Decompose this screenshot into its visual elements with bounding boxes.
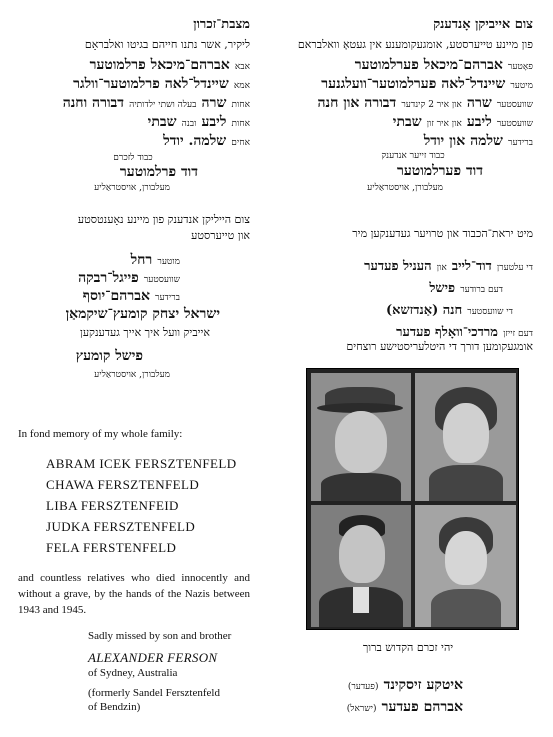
relation-label: די עלטערן: [496, 263, 533, 273]
english-text: and countless relatives who died innocently and without a grave, by the hands of the Nazis between 1943 and 1945.: [18, 572, 250, 616]
left-second-list: [10, 249, 250, 321]
relation-label: אחות: [231, 119, 250, 129]
person-name: ליבע: [201, 114, 227, 130]
left-family-list: [10, 54, 250, 149]
list-item: [10, 111, 250, 130]
portrait-young-man: [311, 505, 411, 627]
list-item: [10, 267, 250, 285]
left-honor: כבוד לזכרם: [113, 153, 153, 163]
face-shape: [335, 411, 387, 473]
relation-label: אחות: [231, 100, 250, 110]
person-name: שלמה. יודל: [163, 133, 227, 149]
right-second-list: [283, 255, 533, 343]
person-name: אברהם־מיכאל פערלמוטער: [354, 57, 503, 73]
list-item: [283, 92, 533, 111]
relation-label: ברידער: [508, 138, 533, 148]
photo-caption: יהי זכרם הקדוש ברוך: [362, 641, 454, 654]
list-item: [10, 73, 250, 92]
shirt-shape: [353, 587, 369, 613]
list-item: [283, 277, 533, 299]
dress-shape: [429, 465, 503, 501]
person-name: חנה (אַנדזשא): [385, 303, 463, 318]
person-name: ליבע: [466, 114, 492, 130]
matzeva-title: מצבת־זכרון: [193, 17, 250, 32]
relation-label: שוועסטער: [143, 275, 180, 285]
person-name: דבורה וחנה: [62, 95, 125, 111]
list-item: ABRAM ICEK FERSZTENFELD: [46, 456, 237, 471]
list-item: [283, 73, 533, 92]
person-name: אברהם־יוסף: [82, 288, 150, 304]
signer-name: איטקע זיסקינד: [383, 677, 463, 693]
jacket-shape: [321, 473, 401, 501]
relation-label: אמא: [233, 81, 250, 91]
right-second-intro: מיט יראת־הכבוד און טרויער געדענקען מיר: [352, 227, 533, 240]
person-name: דוד־לייב: [451, 259, 492, 274]
right-header: צום אייביקן אָנדענק: [433, 17, 533, 32]
relation-note: און איר זון: [426, 119, 462, 129]
person-name: דבורה און חנה: [317, 95, 397, 111]
left-second-intro-2: און טייערסטע: [191, 229, 250, 242]
list-item: [283, 111, 533, 130]
person-name: שבתי: [147, 114, 177, 130]
relation-label: מוטער: [157, 257, 180, 267]
person-name: העניל פעדער: [364, 259, 432, 274]
relation-note: און איר 2 קינדער: [401, 100, 462, 110]
relation-label: אחים: [231, 138, 250, 148]
list-item: CHAWA FERSZTENFELD: [46, 477, 200, 492]
right-sign-1: [263, 674, 463, 694]
relation-label: ברידער: [155, 293, 180, 303]
list-item: [10, 92, 250, 111]
right-honor: כבוד זייער אנדענק: [381, 151, 445, 161]
person-name: פישל: [429, 281, 456, 296]
english-formerly: (formerly Sandel Fersztenfeld: [88, 687, 220, 699]
english-city: of Sydney, Australia: [88, 667, 178, 679]
right-second-closing: אומגעקומען דורך די היטלעריסטישע רוצחים: [346, 340, 533, 353]
relation-label: אבא: [234, 62, 250, 72]
list-item: [10, 303, 250, 321]
person-name: שרה: [466, 95, 492, 111]
relation-label: דעם ברודער: [460, 285, 503, 295]
person-name: שיינדל־לאה פערלמוטער־וועלגנער: [321, 76, 506, 92]
family-photo: [306, 368, 519, 630]
face-shape: [443, 403, 489, 463]
signer-name: אברהם פעדער: [381, 699, 463, 715]
list-item: [10, 285, 250, 303]
left-city: מעלבורן, אויסטראַליע: [94, 183, 170, 193]
left-signer: דוד פרלמוטער: [119, 164, 198, 180]
left-dedication: ליקיר, אשר נתנו חייהם בגיטו ואלבראָם: [84, 38, 250, 51]
person-name: שלמה און יודל: [423, 133, 503, 149]
list-item: [283, 255, 533, 277]
list-item: LIBA FERSZTENFEID: [46, 498, 179, 513]
person-name: שבתי: [392, 114, 422, 130]
right-sign-2: [263, 696, 463, 716]
english-missed: Sadly missed by son and brother: [88, 630, 232, 642]
relation-note: בעלה ושתי ילדותיה: [129, 100, 197, 110]
relation-note: ובנה: [181, 119, 197, 129]
relation-label: שוועסטער: [496, 119, 533, 129]
relation-label: שוועסטער: [496, 100, 533, 110]
relation-note: און: [436, 263, 447, 273]
right-family-list: [283, 54, 533, 149]
signer-note: (ישראל): [346, 704, 377, 714]
person-name: פייגל־רבקה: [78, 270, 139, 286]
left-second-city: מעלבורן, אויסטראַליע: [94, 370, 170, 380]
face-shape: [445, 531, 487, 585]
relation-label: די שוועסטער: [467, 307, 513, 317]
person-name: שיינדל־לאה פרלמוטער־וולגר: [73, 76, 229, 92]
relation-label: מיטער: [510, 81, 533, 91]
person-name: אברהם־מיכאל פרלמוטער: [89, 57, 230, 73]
list-item: [10, 54, 250, 73]
dress-shape: [431, 589, 501, 627]
list-item: [283, 130, 533, 149]
left-second-signer: פישל קומעץ: [75, 348, 143, 364]
list-item: [283, 54, 533, 73]
person-name: מרדכי־וואָלף פעדער: [396, 325, 498, 340]
right-line1: פון מיינע טייערסטע, אומגעקומענע אין געטאָ וואלבראם: [297, 38, 533, 51]
right-signer: דוד פערלמוטער: [396, 163, 483, 179]
list-item: FELA FERSTENFELD: [46, 540, 177, 555]
person-name: רחל: [130, 252, 153, 268]
relation-label: דעם זייזן: [503, 329, 533, 339]
english-formerly-2: of Bendzin): [88, 701, 141, 713]
portrait-girl: [415, 505, 516, 627]
english-names: [46, 456, 237, 561]
left-second-intro: צום הייליקן אנדענק פון מיינע נאָענטסטע: [77, 213, 250, 226]
face-shape: [339, 525, 385, 583]
list-item: [283, 299, 533, 321]
person-name: ישראל יצחק קומעץ־שיקמאַן: [65, 306, 220, 322]
list-item: [10, 130, 250, 149]
relation-label: פאָטער: [507, 62, 533, 72]
left-second-closing: אייביק וועל איך אייך געדענקען: [80, 326, 210, 339]
signer-note: (פעדער): [347, 682, 379, 692]
portrait-man-hat: [311, 373, 411, 501]
person-name: שרה: [201, 95, 227, 111]
right-city: מעלבורן, אויסטראַליע: [367, 183, 443, 193]
english-signer: ALEXANDER FERSON: [88, 650, 218, 665]
list-item: JUDKA FERSZTENFELD: [46, 519, 196, 534]
list-item: [10, 249, 250, 267]
portrait-woman: [415, 373, 516, 501]
english-intro: In fond memory of my whole family:: [18, 428, 183, 440]
